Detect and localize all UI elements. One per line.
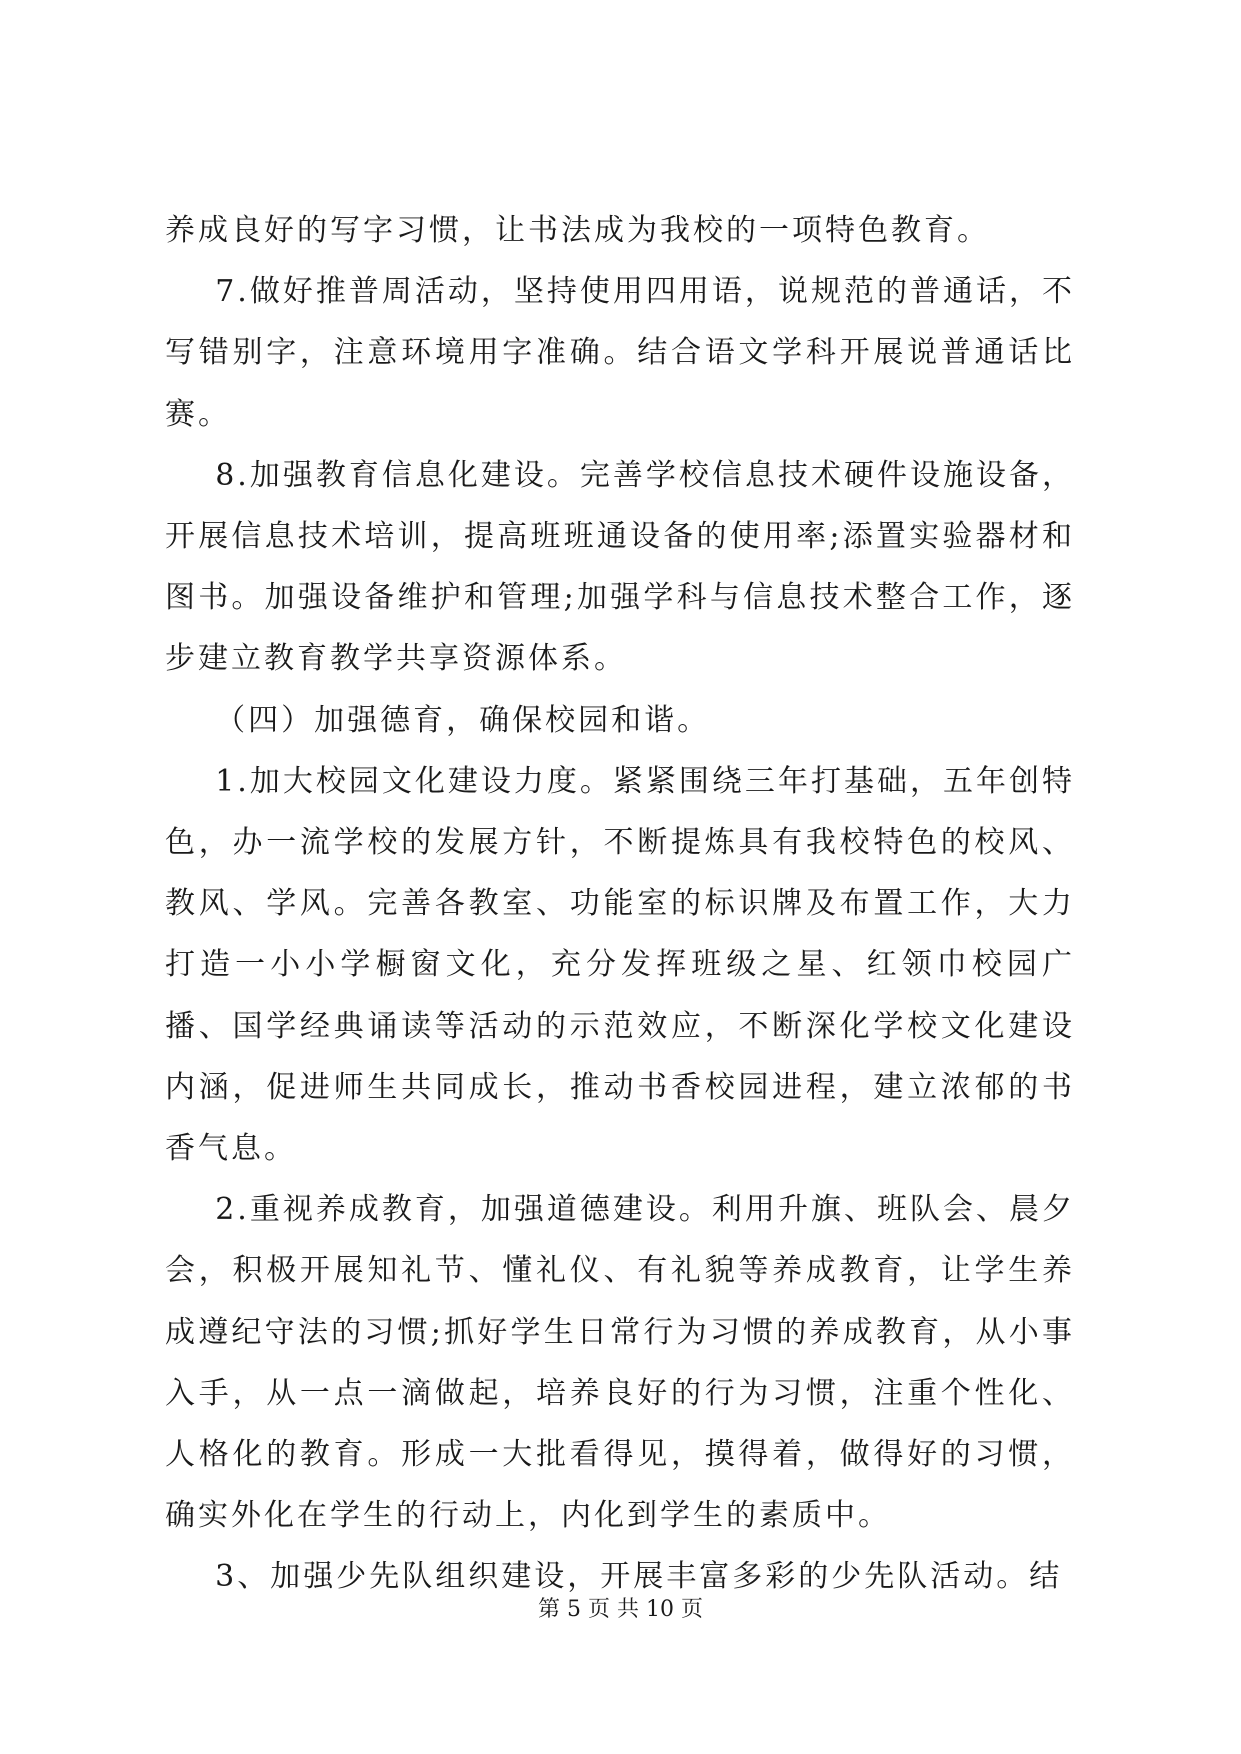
paragraph: 8.加强教育信息化建设。完善学校信息技术硬件设施设备，开展信息技术培训，提高班班通设备的使用率;添置实验器材和图书。加强设备维护和管理;加强学科与信息技术整合工作，逐步建立教育教学共享资源体系。 bbox=[165, 457, 1075, 677]
page-number-footer: 第 5 页 共 10 页 bbox=[538, 1597, 703, 1622]
paragraph: 3、加强少先队组织建设，开展丰富多彩的少先队活动。结 bbox=[165, 1559, 1063, 1595]
paragraph: 2.重视养成教育，加强道德建设。利用升旗、班队会、晨夕会，积极开展知礼节、懂礼仪、有礼貌等养成教育，让学生养成遵纪守法的习惯;抓好学生日常行为习惯的养成教育，从小事入手，从一点一滴做起，培养良好的行为习惯，注重个性化、人格化的教育。形成一大批看得见，摸得着，做得好的习惯，确实外化在学生的行动上，内化到学生的素质中。 bbox=[165, 1192, 1075, 1534]
document-body bbox=[165, 200, 1075, 1608]
section-heading: （四）加强德育，确保校园和谐。 bbox=[165, 702, 711, 738]
paragraph: 1.加大校园文化建设力度。紧紧围绕三年打基础，五年创特色，办一流学校的发展方针，不断提炼具有我校特色的校风、教风、学风。完善各教室、功能室的标识牌及布置工作，大力打造一小小学橱窗文化，充分发挥班级之星、红领巾校园广播、国学经典诵读等活动的示范效应，不断深化学校文化建设内涵，促进师生共同成长，推动书香校园进程，建立浓郁的书香气息。 bbox=[165, 763, 1075, 1167]
paragraph: 养成良好的写字习惯，让书法成为我校的一项特色教育。 bbox=[165, 213, 990, 248]
paragraph: 7.做好推普周活动，坚持使用四用语，说规范的普通话，不写错别字，注意环境用字准确。结合语文学科开展说普通话比赛。 bbox=[165, 274, 1075, 432]
